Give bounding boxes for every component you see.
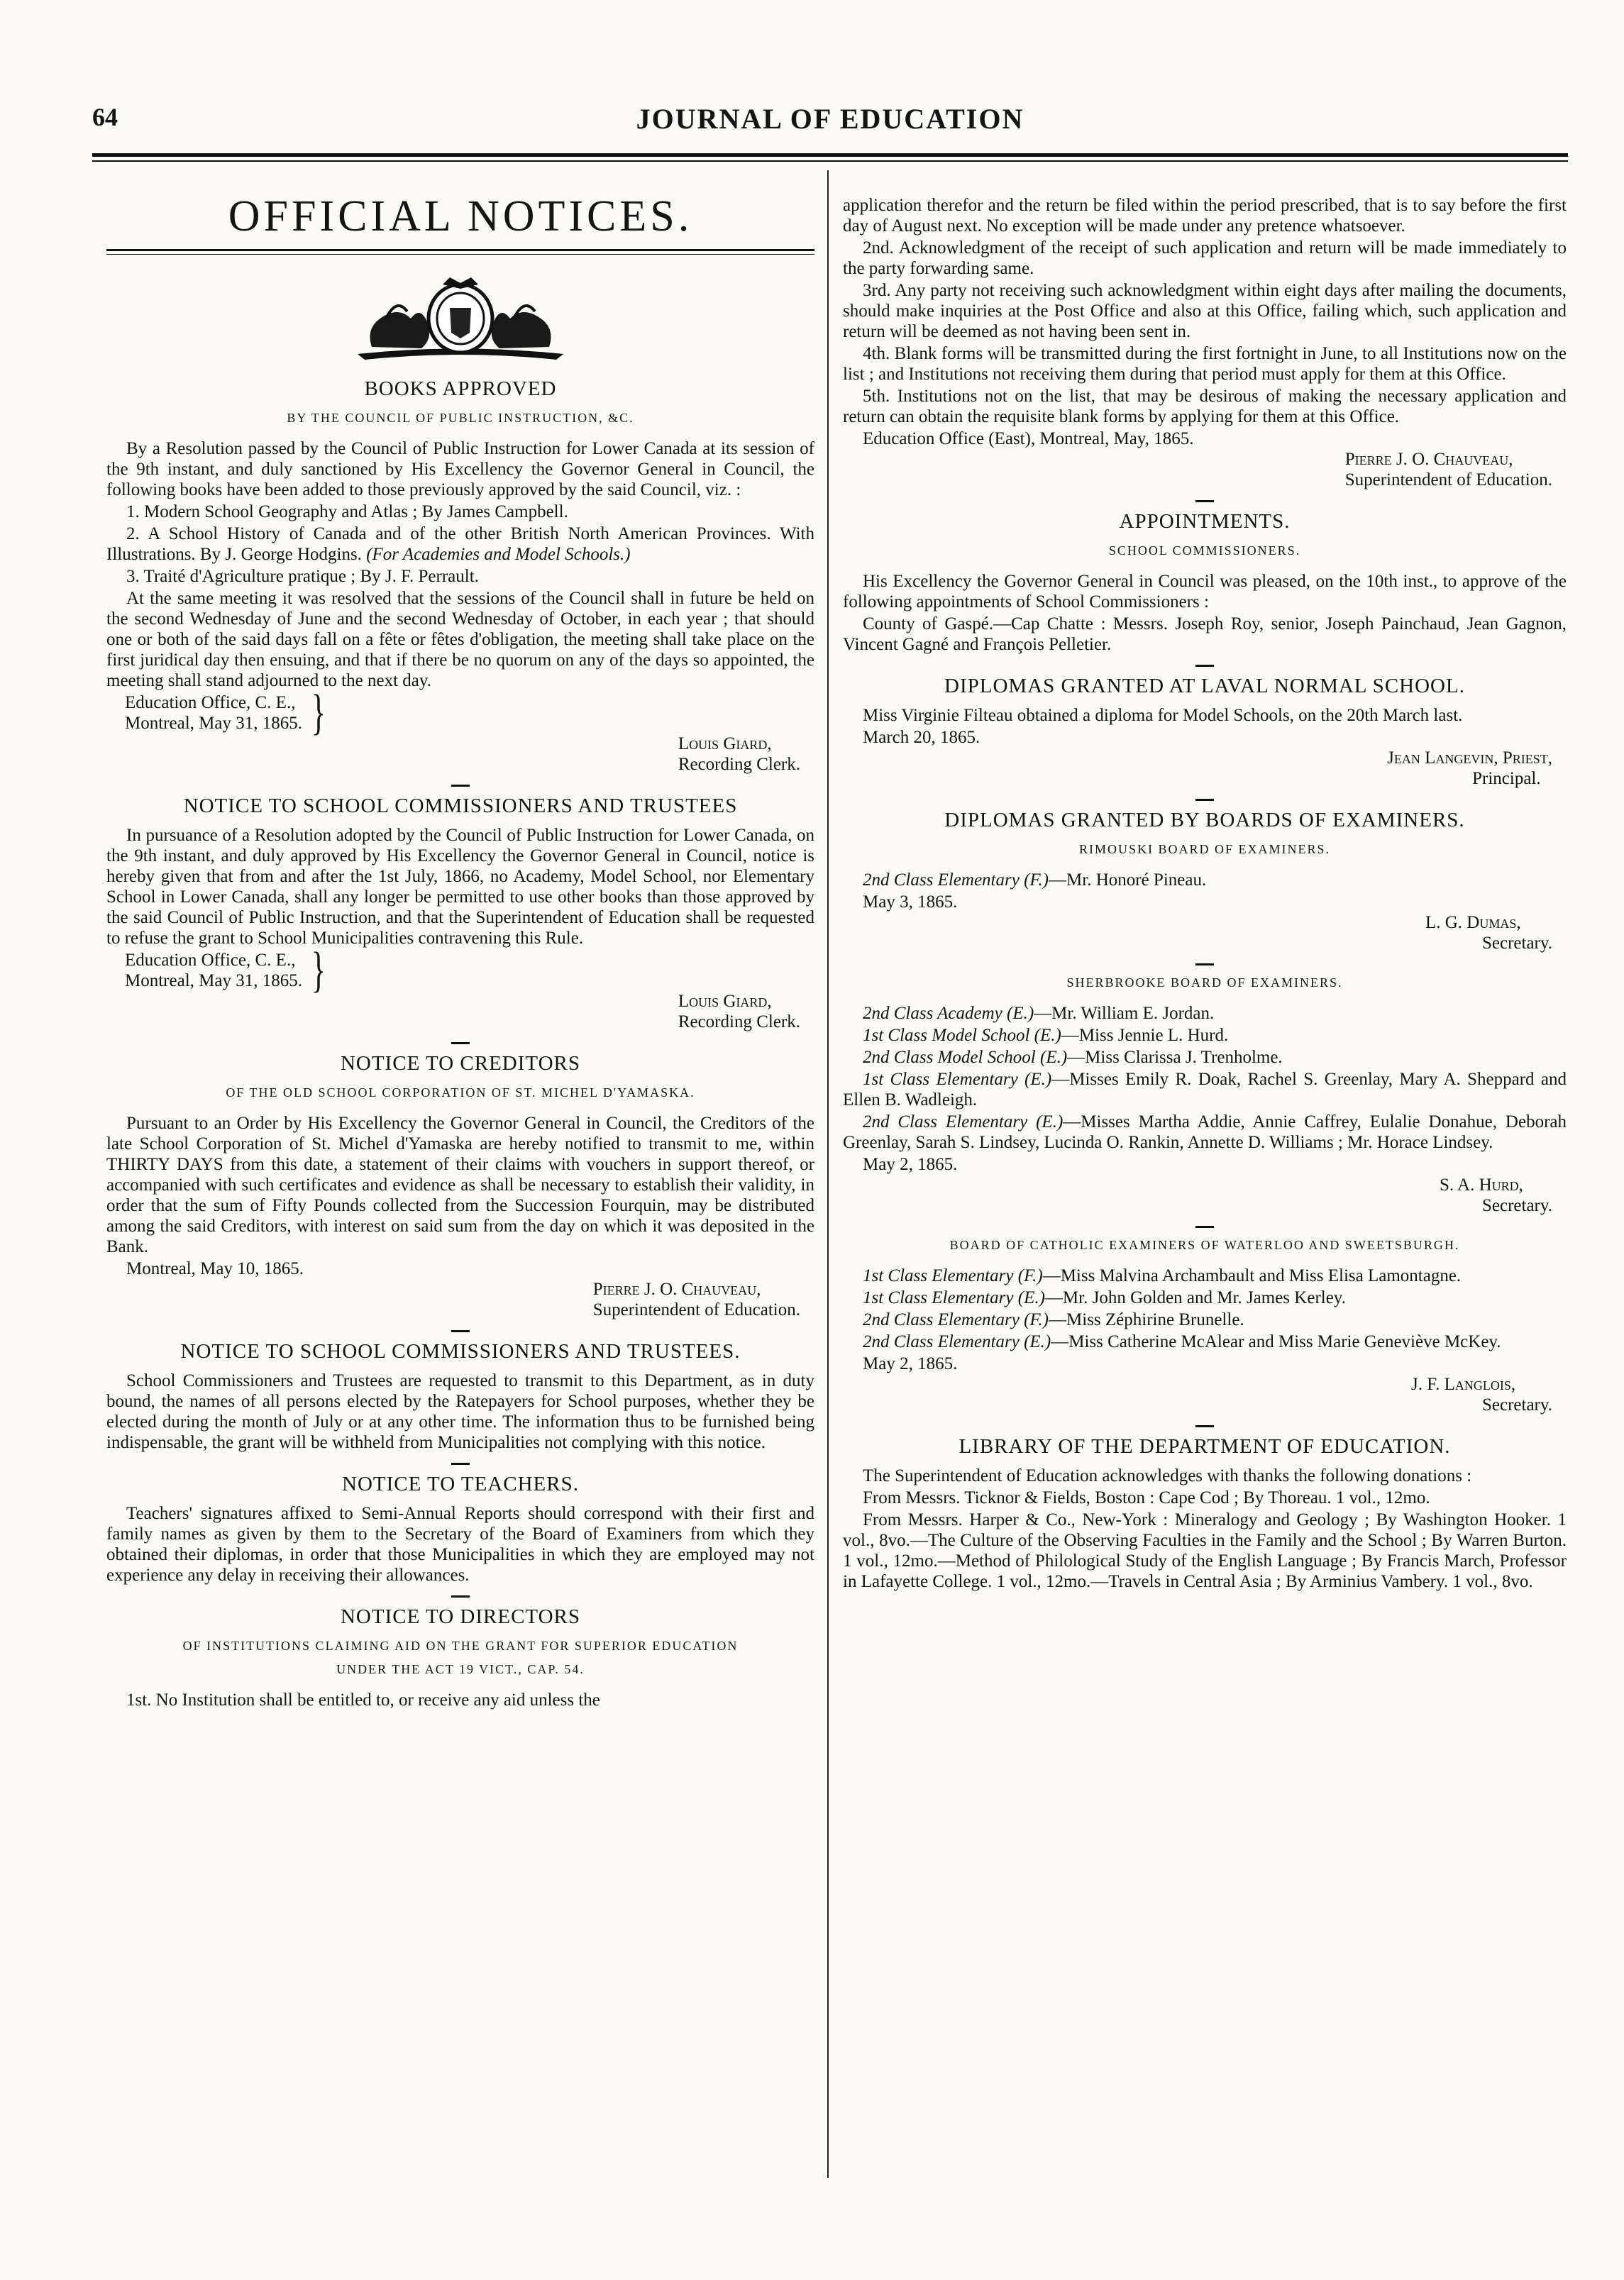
left-column (106, 174, 814, 1712)
diploma-class: 1st Class Model School (E.) (863, 1026, 1061, 1045)
date-line: May 3, 1865. (863, 892, 958, 912)
diploma-recipients: —Miss Catherine McAlear and Miss Marie Geneviève McKey. (1051, 1332, 1501, 1351)
signature-block (106, 991, 814, 1032)
diploma-recipients: —Mr. John Golden and Mr. James Kerley. (1044, 1288, 1346, 1307)
diploma-class: 2nd Class Elementary (E.) (863, 1112, 1064, 1131)
date-line: Education Office (East), Montreal, May, 1865. (863, 429, 1194, 448)
diploma-class: 2nd Class Elementary (F.) (863, 1310, 1049, 1329)
sherbrooke-entry (843, 1112, 1567, 1153)
signature-title: Secretary. (1481, 934, 1552, 953)
library-donation: From Messrs. Ticknor & Fields, Boston : Cape Cod ; By Thoreau. 1 vol., 12mo. (863, 1488, 1430, 1507)
signature-name: L. G. Dumas, (1425, 913, 1521, 932)
sherbrooke-entry (843, 1025, 1567, 1046)
signature-name: Louis Giard, (678, 992, 772, 1011)
royal-arms-emblem (343, 276, 578, 361)
sherbrooke-entry (843, 1047, 1567, 1068)
signature-block (843, 1374, 1567, 1415)
signature-name: Pierre J. O. Chauveau, (592, 1280, 761, 1299)
appointments-paragraph: His Excellency the Governor General in Council was pleased, on the 10th inst., to approve of the following appointments of School Commissioners : (843, 572, 1567, 611)
diploma-recipients: —Misses Emily R. Doak, Rachel S. Greenlay, Mary A. Sheppard and Ellen B. Wadleigh. (843, 1070, 1567, 1109)
section-dash (1195, 1425, 1214, 1427)
section-dash (1195, 799, 1214, 801)
date-line: Montreal, May 10, 1865. (126, 1259, 304, 1278)
book-item-3: 3. Traité d'Agriculture pratique ; By J. F. Perrault. (126, 567, 479, 586)
diploma-class: 2nd Class Academy (E.) (863, 1004, 1034, 1023)
section-dash (451, 785, 470, 787)
signature-block (843, 748, 1567, 789)
header-rule (92, 153, 1568, 157)
diploma-class: 2nd Class Model School (E.) (863, 1048, 1068, 1067)
diploma-class: 1st Class Elementary (E.) (863, 1288, 1045, 1307)
brace-symbol: } (311, 685, 326, 740)
signature-title: Secretary. (1481, 1196, 1552, 1215)
notice-creditors-paragraph: Pursuant to an Order by His Excellency the Governor General in Council, the Creditors of the late School Corporation of St. Michel d'Yamaska are hereby notified to transmit to me, within THIRTY DAYS from this date, a statement of their claims with vouchers in support thereof, or accompanied with such certificates and evidence as shall be necessary to establish their validity, in order that the sum of Fifty Pounds collected from the Succession Fourquin, may be distributed among the said Creditors, with interest on said sum from the day on which it was deposited in the Bank. (106, 1114, 814, 1256)
diploma-class: 1st Class Elementary (E.) (863, 1070, 1052, 1089)
signature-title: Secretary. (1481, 1395, 1552, 1415)
boards-diplomas-heading: DIPLOMAS GRANTED BY BOARDS OF EXAMINERS. (944, 809, 1465, 831)
directors-rule-1-continued: application therefor and the return be filed within the period prescribed, that is to say before the first day of August next. No exception will be made under any pretence whatsoever. (843, 196, 1567, 236)
place-date-block (106, 943, 814, 997)
notice-directors-act: UNDER THE ACT 19 VICT., CAP. 54. (336, 1662, 585, 1676)
appointments-county: County of Gaspé.—Cap Chatte : Messrs. Joseph Roy, senior, Joseph Painchaud, Jean Gagnon, Vincent Gagné and François Pelletier. (843, 614, 1567, 654)
date-line: March 20, 1865. (863, 728, 981, 747)
section-dash (451, 1330, 470, 1332)
diploma-recipients: —Miss Clarissa J. Trenholme. (1067, 1048, 1283, 1067)
place-line: Education Office, C. E., (125, 951, 296, 970)
books-approved-heading: BOOKS APPROVED (364, 377, 557, 400)
laval-diplomas-heading: DIPLOMAS GRANTED AT LAVAL NORMAL SCHOOL. (944, 675, 1465, 697)
directors-rule-2: 2nd. Acknowledgment of the receipt of such application and return will be made immediately to the party forwarding same. (843, 238, 1567, 278)
signature-name: Jean Langevin, Priest, (1387, 748, 1552, 768)
waterloo-board-subheading: BOARD OF CATHOLIC EXAMINERS OF WATERLOO AND SWEETSBURGH. (949, 1238, 1460, 1252)
council-sessions-paragraph: At the same meeting it was resolved that the sessions of the Council shall in future be held on the second Wednesday of June and the second Wednesday of October, in each year ; that should one or both of the said days fall on a fête or fêtes d'obligation, the meeting shall take place on the first juridical day then ensuing, and that if there be no quorum on any of the days so appointed, the meeting shall stand adjourned to the next day. (106, 589, 814, 690)
directors-rule-4: 4th. Blank forms will be transmitted during the first fortnight in June, to all Institutions now on the list ; and Institutions not receiving them during that period must apply for them at this Office. (843, 344, 1567, 384)
directors-rule-5: 5th. Institutions not on the list, that may be desirous of making the necessary application and return can obtain the requisite blank forms by applying for them at this Office. (843, 387, 1567, 426)
directors-rule-3: 3rd. Any party not receiving such acknowledgment within eight days after mailing the documents, should make inquiries at the Post Office and also at this Office, failing which, such application and return will be deemed as not having been sent in. (843, 281, 1567, 341)
diploma-recipients: —Miss Jennie L. Hurd. (1061, 1026, 1229, 1045)
signature-block (843, 1175, 1567, 1216)
notice-trustees-heading: NOTICE TO SCHOOL COMMISSIONERS AND TRUSTEES (183, 795, 738, 817)
laval-diplomas-paragraph: Miss Virginie Filteau obtained a diploma for Model Schools, on the 20th March last. (863, 706, 1463, 725)
diploma-recipients: —Mr. William E. Jordan. (1034, 1004, 1215, 1023)
notice-teachers-paragraph: Teachers' signatures affixed to Semi-Annual Reports should correspond with their first and family names as given by them to the Secretary of the Board of Examiners from which they obtained their diplomas, in order that those Municipalities in which they are employed may not experience any delay in receiving their allowances. (106, 1504, 814, 1585)
signature-name: Louis Giard, (678, 734, 772, 753)
journal-title: JOURNAL OF EDUCATION (636, 103, 1024, 135)
sherbrooke-board-subheading: SHERBROOKE BOARD OF EXAMINERS. (1066, 975, 1343, 990)
appointments-subheading: SCHOOL COMMISSIONERS. (1108, 543, 1301, 558)
signature-name: S. A. Hurd, (1439, 1175, 1523, 1195)
rimouski-entry (843, 870, 1567, 890)
date-line: Montreal, May 31, 1865. (125, 971, 302, 990)
right-column (843, 195, 1567, 1593)
diploma-recipients: —Misses Martha Addie, Annie Caffrey, Eulalie Donahue, Deborah Greenlay, Sarah S. Lindsey, Lucinda O. Rankin, Annette D. Williams ; Mr. Horace Lindsey. (843, 1112, 1567, 1152)
rimouski-board-subheading: RIMOUSKI BOARD OF EXAMINERS. (1078, 842, 1331, 856)
waterloo-entry (843, 1310, 1567, 1330)
signature-block (843, 449, 1567, 490)
book-item-2-note: (For Academies and Model Schools.) (366, 545, 631, 564)
column-divider (827, 170, 829, 2178)
sherbrooke-entry (843, 1069, 1567, 1110)
notice-directors-heading: NOTICE TO DIRECTORS (340, 1605, 581, 1628)
section-dash (451, 1595, 470, 1598)
section-dash (1195, 963, 1214, 965)
library-donation: From Messrs. Harper & Co., New-York : Mineralogy and Geology ; By Washington Hooker. 1 vol., 8vo.—The Culture of the Observing Faculties in the Family and the School ; By Warren Burton. 1 vol., 12mo.—Method of Philological Study of the English Language ; By Francis March, Professor in Lafayette College. 1 vol., 12mo.—Travels in Central Asia ; By Arminius Vambery. 1 vol., 8vo. (843, 1510, 1567, 1591)
signature-title: Recording Clerk. (678, 1012, 800, 1031)
notice-trustees-paragraph: In pursuance of a Resolution adopted by the Council of Public Instruction for Lower Canada, on the 9th instant, and duly approved by His Excellency the Governor General in Council, notice is hereby given that from and after the 1st July, 1866, no Academy, Model School, nor Elementary School in Lower Canada, shall any longer be permitted to use other books than those approved by the said Council of Public Instruction, and that the Superintendent of Education shall be requested to refuse the grant to School Municipalities contravening this Rule. (106, 826, 814, 948)
place-date-block (106, 685, 814, 740)
date-line: May 2, 1865. (863, 1155, 958, 1174)
signature-title: Recording Clerk. (678, 755, 800, 774)
book-item-2-text: 2. A School History of Canada and of the other British North American Provinces. With Illustrations. By J. George Hodgins. (106, 524, 814, 564)
page-header (92, 99, 1568, 142)
place-line: Education Office, C. E., (125, 693, 296, 712)
signature-name: J. F. Langlois, (1410, 1375, 1516, 1394)
books-approved-subheading: BY THE COUNCIL OF PUBLIC INSTRUCTION, &C. (287, 411, 634, 425)
books-intro-paragraph: By a Resolution passed by the Council of Public Instruction for Lower Canada at its session of the 9th instant, and duly sanctioned by His Excellency the Governor General in Council, the following books have been added to those previously approved by the said Council, viz. : (106, 439, 814, 499)
date-line: Montreal, May 31, 1865. (125, 714, 302, 733)
brace-symbol: } (311, 943, 326, 997)
header-rule-thin (92, 160, 1568, 162)
signature-title: Principal. (1472, 769, 1541, 788)
directors-rule-1: 1st. No Institution shall be entitled to, or receive any aid unless the (126, 1690, 600, 1710)
notice-creditors-heading: NOTICE TO CREDITORS (340, 1052, 581, 1075)
diploma-class: 2nd Class Elementary (E.) (863, 1332, 1051, 1351)
notice-trustees-2-paragraph: School Commissioners and Trustees are requested to transmit to this Department, as in duty bound, the names of all persons elected by the Ratepayers for School purposes, whether they be elected during the month of July or at any other time. The information thus to be furnished being indispensable, the grant will be withheld from Municipalities not complying with this notice. (106, 1371, 814, 1452)
signature-block (106, 1279, 814, 1320)
section-dash (451, 1463, 470, 1465)
waterloo-entry (843, 1332, 1567, 1352)
page-number: 64 (92, 103, 118, 131)
waterloo-entry (843, 1266, 1567, 1286)
book-item-1: 1. Modern School Geography and Atlas ; By James Campbell. (126, 502, 568, 521)
library-heading: LIBRARY OF THE DEPARTMENT OF EDUCATION. (959, 1435, 1451, 1458)
signature-title: Superintendent of Education. (1344, 470, 1552, 489)
diploma-recipients: —Mr. Honoré Pineau. (1049, 870, 1207, 890)
section-dash (451, 1042, 470, 1044)
notice-trustees-2-heading: NOTICE TO SCHOOL COMMISSIONERS AND TRUSTEES. (180, 1340, 741, 1363)
diploma-class: 1st Class Elementary (F.) (863, 1266, 1043, 1285)
sherbrooke-entry (843, 1003, 1567, 1024)
section-dash (1195, 665, 1214, 667)
waterloo-entry (843, 1288, 1567, 1308)
signature-name: Pierre J. O. Chauveau, (1344, 450, 1513, 469)
official-notices-title: OFFICIAL NOTICES. (228, 192, 693, 240)
signature-block (843, 912, 1567, 953)
notice-creditors-subheading: OF THE OLD SCHOOL CORPORATION OF ST. MICHEL D'YAMASKA. (226, 1085, 695, 1100)
library-intro: The Superintendent of Education acknowledges with thanks the following donations : (863, 1466, 1472, 1485)
date-line: May 2, 1865. (863, 1354, 958, 1373)
diploma-recipients: —Miss Zéphirine Brunelle. (1049, 1310, 1244, 1329)
section-dash (1195, 1226, 1214, 1228)
diploma-recipients: —Miss Malvina Archambault and Miss Elisa Lamontagne. (1042, 1266, 1462, 1285)
signature-block (106, 734, 814, 775)
signature-title: Superintendent of Education. (592, 1300, 800, 1319)
title-double-rule (106, 249, 814, 255)
notice-teachers-heading: NOTICE TO TEACHERS. (342, 1473, 579, 1495)
notice-directors-subheading: OF INSTITUTIONS CLAIMING AID ON THE GRANT FOR SUPERIOR EDUCATION (182, 1639, 739, 1653)
book-item-2 (106, 524, 814, 565)
appointments-heading: APPOINTMENTS. (1119, 510, 1291, 533)
diploma-class: 2nd Class Elementary (F.) (863, 870, 1049, 890)
section-dash (1195, 500, 1214, 502)
